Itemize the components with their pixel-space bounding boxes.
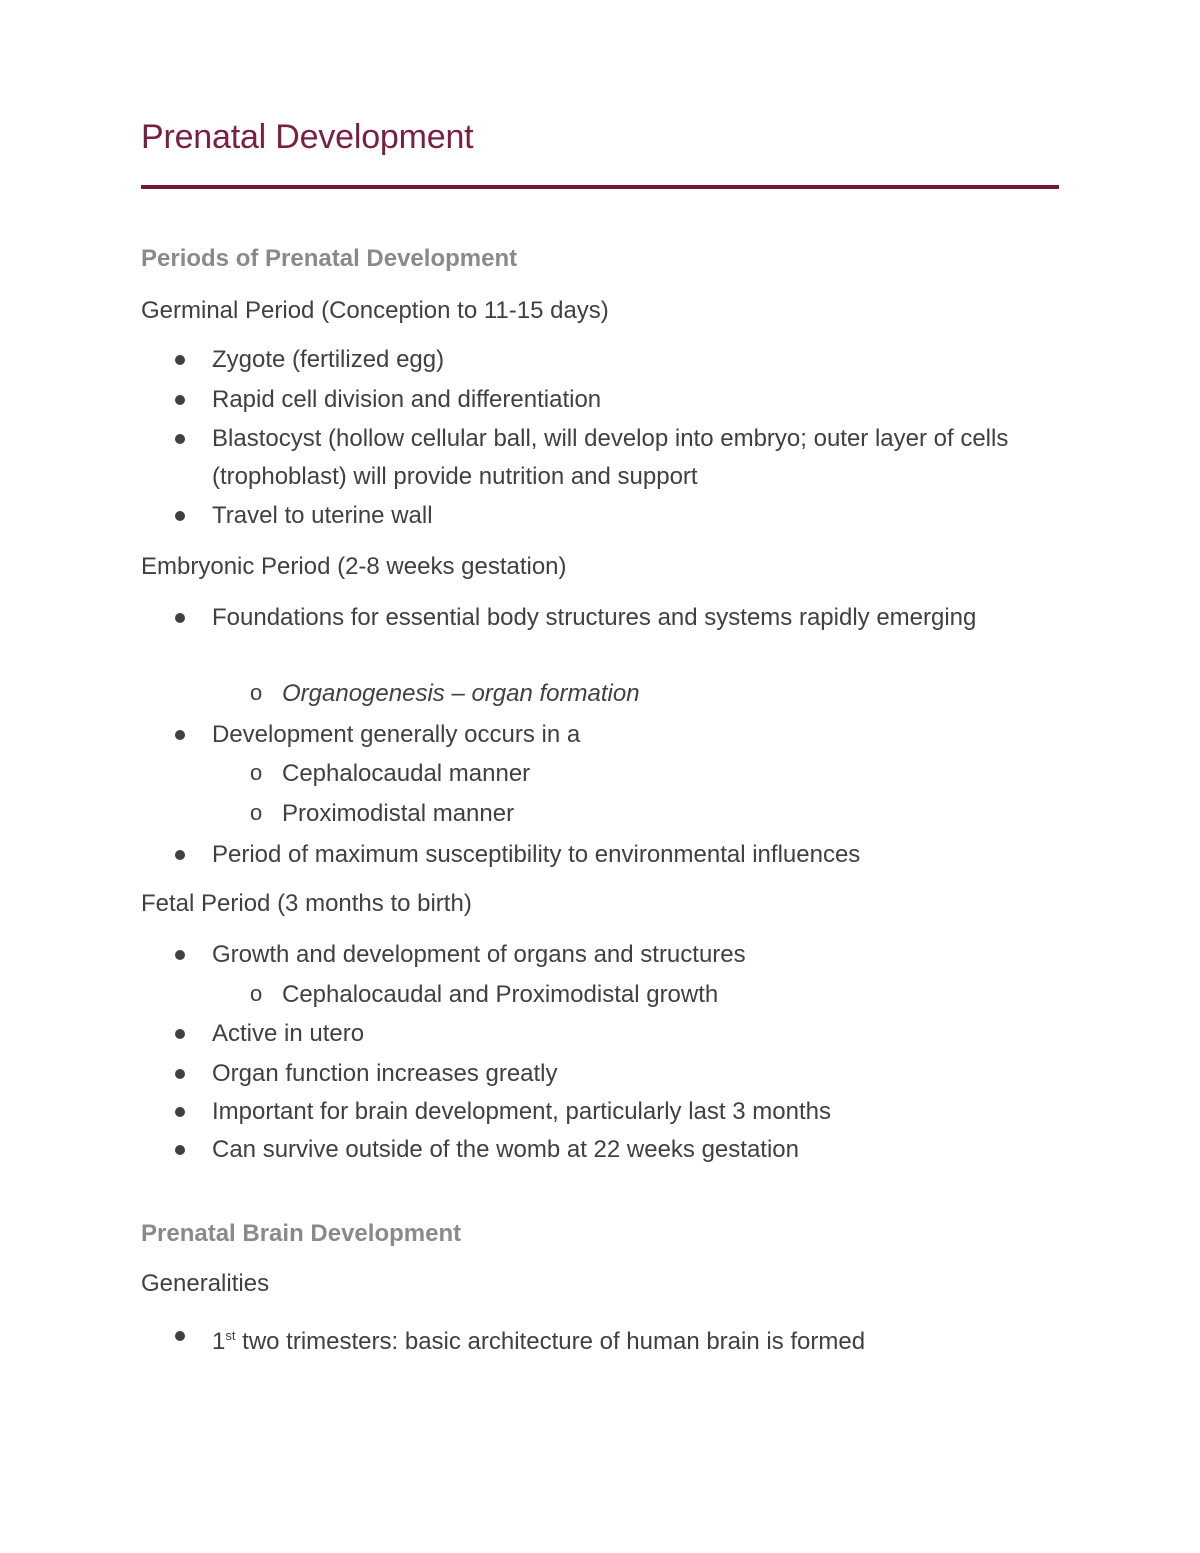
bullet-icon (175, 1069, 185, 1079)
fetal-period-heading: Fetal Period (3 months to birth) (141, 890, 472, 917)
list-item: Organ function increases greatly (212, 1060, 558, 1087)
section-heading-brain: Prenatal Brain Development (141, 1220, 462, 1247)
list-item: Active in utero (212, 1020, 365, 1047)
bullet-icon (175, 434, 185, 444)
embryonic-period-heading: Embryonic Period (2-8 weeks gestation) (141, 553, 567, 580)
sub-list-item: Proximodistal manner (282, 800, 515, 827)
sub-bullet-icon: o (250, 981, 263, 1006)
bullet-icon (175, 395, 185, 405)
bullet-icon (175, 511, 185, 521)
list-item: Can survive outside of the womb at 22 weeks gestation (212, 1136, 799, 1163)
list-item-text: two trimesters: basic architecture of human brain is formed (235, 1328, 866, 1355)
list-item: Rapid cell division and differentiation (212, 386, 602, 413)
ordinal-number: 1 (212, 1328, 226, 1355)
list-item: Zygote (fertilized egg) (212, 346, 445, 373)
list-item: Development generally occurs in a (212, 721, 581, 748)
sub-bullet-icon: o (250, 680, 263, 705)
sub-list-item: Cephalocaudal manner (282, 760, 531, 787)
page-title: Prenatal Development (141, 118, 474, 156)
list-item: Blastocyst (hollow cellular ball, will develop into embryo; outer layer of cells (trophoblast) will provide nutrition and support (212, 425, 1009, 490)
bullet-icon (175, 1145, 185, 1155)
bullet-icon (175, 950, 185, 960)
bullet-icon (175, 850, 185, 860)
sub-bullet-icon: o (250, 800, 263, 825)
bullet-icon (175, 613, 185, 623)
sub-list-item: Organogenesis – organ formation (282, 680, 640, 707)
bullet-icon (175, 1029, 185, 1039)
sub-bullet-icon: o (250, 760, 263, 785)
bullet-icon (175, 1331, 185, 1341)
bullet-icon (175, 1107, 185, 1117)
bullet-icon (175, 355, 185, 365)
generalities-heading: Generalities (141, 1270, 270, 1297)
list-item: Growth and development of organs and structures (212, 941, 746, 968)
list-item: Important for brain development, particularly last 3 months (212, 1098, 831, 1125)
ordinal-suffix: st (225, 1328, 236, 1343)
list-item: Period of maximum susceptibility to environmental influences (212, 841, 861, 868)
section-heading-periods: Periods of Prenatal Development (141, 245, 518, 272)
list-item: Travel to uterine wall (212, 502, 433, 529)
sub-list-item: Cephalocaudal and Proximodistal growth (282, 981, 719, 1008)
list-item: Foundations for essential body structures and systems rapidly emerging (212, 604, 977, 631)
germinal-period-heading: Germinal Period (Conception to 11-15 days) (141, 297, 609, 324)
list-item (212, 1317, 1072, 1361)
title-rule (141, 185, 1059, 189)
bullet-icon (175, 730, 185, 740)
